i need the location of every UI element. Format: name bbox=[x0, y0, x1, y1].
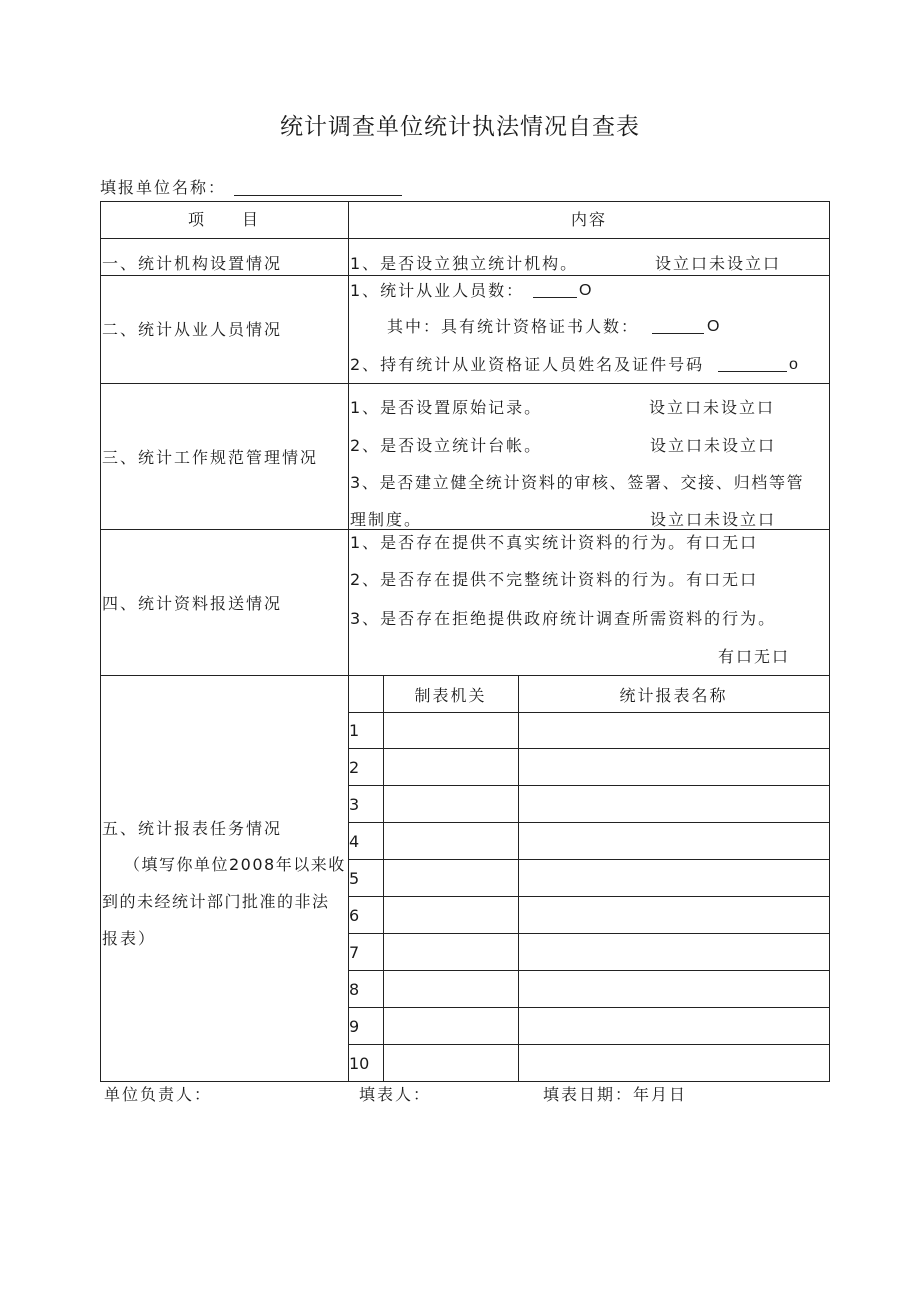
row-number: 8 bbox=[349, 980, 360, 999]
section3-q1: 1、是否设置原始记录。 bbox=[350, 398, 543, 417]
section3-q2: 2、是否设立统计台帐。 bbox=[350, 436, 543, 455]
section4-label: 四、统计资料报送情况 bbox=[102, 594, 283, 613]
section3-q3-cont: 理制度。 bbox=[350, 510, 423, 529]
section2-q1a-end: O bbox=[707, 318, 720, 335]
sub-table-divider bbox=[518, 675, 519, 1081]
table-border-top bbox=[100, 201, 830, 202]
header-item: 项 目 bbox=[187, 210, 260, 229]
sub-table-rule bbox=[348, 785, 830, 786]
footer-date: 填表日期：年月日 bbox=[543, 1085, 688, 1104]
row-number: 7 bbox=[349, 943, 360, 962]
col-report-name: 统计报表名称 bbox=[619, 686, 728, 705]
table-rule bbox=[100, 275, 830, 276]
footer-filler: 填表人： bbox=[359, 1085, 432, 1104]
row-number: 2 bbox=[349, 758, 360, 777]
section1-q1: 1、是否设立独立统计机构。 bbox=[350, 254, 579, 273]
sub-table-rule bbox=[348, 748, 830, 749]
row-number: 10 bbox=[349, 1054, 370, 1073]
table-border-bottom bbox=[100, 1081, 830, 1082]
section3-q3: 3、是否建立健全统计资料的审核、签署、交接、归档等管 bbox=[350, 473, 805, 492]
table-border-left bbox=[100, 201, 101, 1082]
sub-table-rule bbox=[348, 933, 830, 934]
unit-name-field[interactable] bbox=[234, 195, 402, 196]
section2-q2: 2、持有统计从业资格证人员姓名及证件号码 bbox=[350, 355, 705, 374]
footer-unit-leader: 单位负责人： bbox=[104, 1085, 213, 1104]
section2-q1: 1、统计从业人员数： bbox=[350, 281, 525, 300]
sub-table-rule bbox=[348, 712, 830, 713]
row-number: 3 bbox=[349, 795, 360, 814]
page-title: 统计调查单位统计执法情况自查表 bbox=[280, 114, 640, 140]
sub-table-rule bbox=[348, 859, 830, 860]
section3-q3-options[interactable]: 设立口未设立口 bbox=[650, 510, 777, 529]
cert-holders-field[interactable] bbox=[718, 371, 787, 372]
section2-label: 二、统计从业人员情况 bbox=[102, 320, 283, 339]
section5-label: 五、统计报表任务情况 bbox=[102, 819, 283, 838]
sub-table-rule bbox=[348, 970, 830, 971]
sub-table-rule bbox=[348, 822, 830, 823]
section5-note-line3: 报表） bbox=[102, 929, 157, 948]
staff-count-field[interactable] bbox=[533, 297, 577, 298]
row-number: 1 bbox=[349, 721, 360, 740]
sub-table-rule bbox=[348, 1044, 830, 1045]
row-number: 4 bbox=[349, 832, 360, 851]
section3-q2-options[interactable]: 设立口未设立口 bbox=[650, 436, 777, 455]
header-content: 内容 bbox=[570, 210, 607, 229]
section4-q3-options[interactable]: 有口无口 bbox=[718, 647, 791, 666]
section3-q1-options[interactable]: 设立口未设立口 bbox=[649, 398, 776, 417]
section1-label: 一、统计机构设置情况 bbox=[102, 254, 283, 273]
unit-name-label: 填报单位名称： bbox=[100, 178, 227, 197]
table-rule bbox=[100, 675, 830, 676]
row-number: 5 bbox=[349, 869, 360, 888]
table-border-right bbox=[829, 201, 830, 1082]
row-number: 9 bbox=[349, 1017, 360, 1036]
section2-q1a: 其中：具有统计资格证书人数： bbox=[387, 317, 640, 336]
section4-q2: 2、是否存在提供不完整统计资料的行为。有口无口 bbox=[350, 570, 759, 589]
sub-table-rule bbox=[348, 896, 830, 897]
certified-count-field[interactable] bbox=[652, 333, 704, 334]
section1-q1-options[interactable]: 设立口未设立口 bbox=[655, 254, 782, 273]
section5-note-line1: （填写你单位2008年以来收 bbox=[124, 855, 346, 874]
table-rule bbox=[100, 238, 830, 239]
section3-label: 三、统计工作规范管理情况 bbox=[102, 448, 319, 467]
section4-q3: 3、是否存在拒绝提供政府统计调查所需资料的行为。 bbox=[350, 609, 777, 628]
section2-q2-end: o bbox=[789, 356, 798, 373]
section4-q1: 1、是否存在提供不真实统计资料的行为。有口无口 bbox=[350, 533, 759, 552]
table-rule bbox=[100, 383, 830, 384]
section5-note-line2: 到的未经统计部门批准的非法 bbox=[102, 892, 330, 911]
sub-table-rule bbox=[348, 1007, 830, 1008]
col-issuing-org: 制表机关 bbox=[414, 686, 487, 705]
section2-q1-end: O bbox=[579, 282, 592, 299]
row-number: 6 bbox=[349, 906, 360, 925]
sub-table-divider bbox=[383, 675, 384, 1081]
